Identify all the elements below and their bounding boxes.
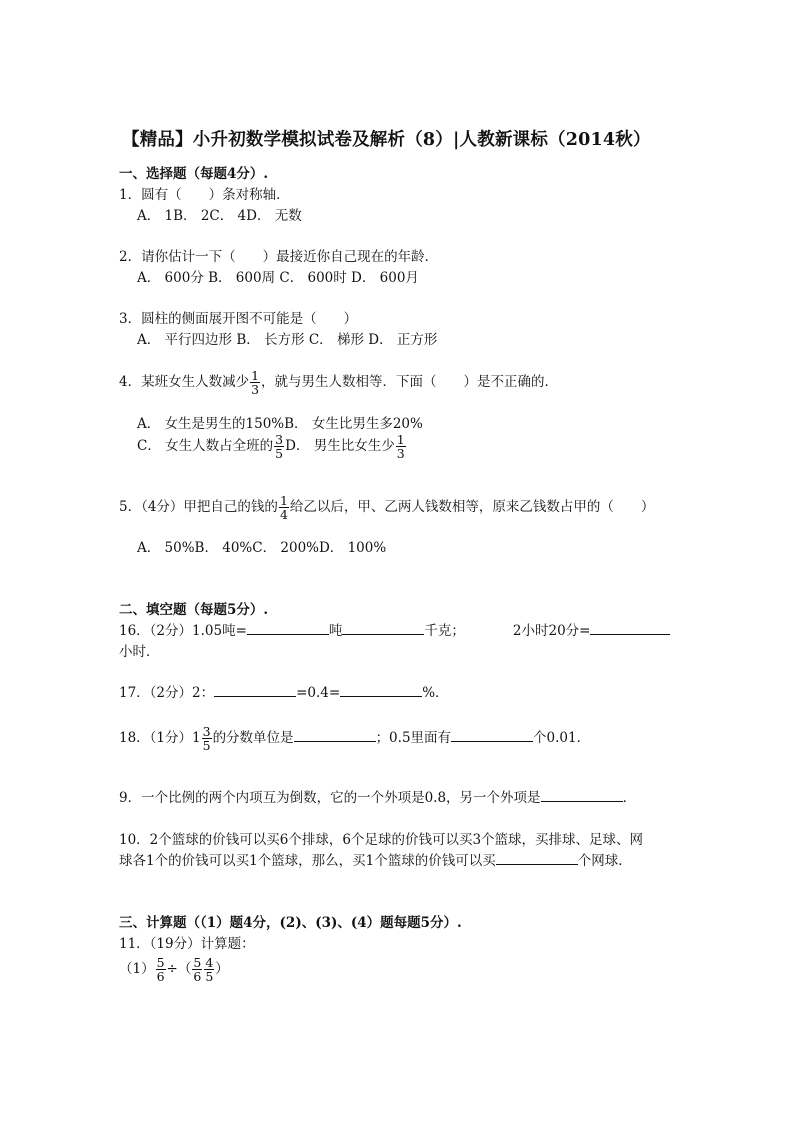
answer-blank[interactable]	[214, 684, 296, 697]
answer-blank[interactable]	[340, 684, 422, 697]
question-16-tail: 小时．	[119, 644, 160, 660]
answer-blank[interactable]	[247, 622, 329, 635]
question-3-options: A． 平行四边形 B． 长方形 C． 梯形 D． 正方形	[137, 332, 438, 348]
option-c-text: C． 女生人数占全班的	[137, 438, 274, 455]
question-4-stem-text-2: ，就与男生人数相等．下面（ ）是不正确的．	[261, 374, 559, 391]
section-heading-calc: 三、计算题（（1）题4分，(2)、(3)、(4）题每题5分）.	[119, 915, 462, 931]
option-d-text: D． 男生比女生少	[285, 438, 395, 455]
fraction-one-third-d: $\frac{1}{3}$	[396, 432, 405, 462]
answer-blank[interactable]	[451, 729, 533, 742]
question-11-part-1: （1） $\frac{5}{6}$ ÷（ $\frac{5}{6}$ $\frac{4}{5}$ ）	[119, 955, 229, 985]
fraction-one-fourth: $\frac{1}{4}$	[279, 493, 288, 523]
question-2-options: A． 600分 B． 600周 C． 600时 D． 600月	[137, 270, 419, 286]
answer-blank[interactable]	[342, 622, 424, 635]
fraction-three-fifths: $\frac{3}{5}$	[275, 432, 284, 462]
question-10-line-1: 10．2个篮球的价钱可以买6个排球，6个足球的价钱可以买3个篮球，买排球、足球、网	[119, 832, 644, 848]
fraction-five-sixths: $\frac{5}{6}$	[156, 955, 165, 985]
section-heading-fill: 二、填空题（每题5分）.	[119, 602, 269, 618]
question-1-options: A． 1B． 2C． 4D． 无数	[137, 208, 302, 224]
question-5-options: A． 50%B． 40%C． 200%D． 100%	[137, 540, 387, 556]
question-4-stem-text: 4．某班女生人数减少	[119, 374, 250, 391]
fraction-three-fifths-mixed: $\frac{3}{5}$	[202, 724, 211, 754]
page-title: 【精品】小升初数学模拟试卷及解析（8）|人教新课标（2014秋）	[122, 130, 651, 150]
question-5-stem-text-2: 给乙以后，甲、乙两人钱数相等，原来乙钱数占甲的（ ）	[289, 499, 655, 516]
question-18: 18．（1分）1 $\frac{3}{5}$ 的分数单位是 ；0.5里面有 个0.01．	[119, 724, 591, 754]
question-17: 17．（2分）2： =0.4= %．	[119, 685, 449, 701]
question-4-options-ab: A． 女生是男生的150%B． 女生比男生多20%	[137, 416, 423, 432]
question-3-stem: 3．圆柱的侧面展开图不可能是（ ）	[119, 311, 358, 327]
question-2-stem: 2．请你估计一下（ ）最接近你自己现在的年龄．	[119, 249, 439, 265]
answer-blank[interactable]	[590, 622, 670, 635]
question-4-stem	[119, 369, 558, 396]
question-10-line-2: 球各1个的价钱可以买1个篮球，那么，买1个篮球的价钱可以买 个网球．	[119, 853, 632, 869]
answer-blank[interactable]	[541, 789, 623, 802]
answer-blank[interactable]	[294, 729, 376, 742]
question-9: 9．一个比例的两个内项互为倒数，它的一个外项是0.8，另一个外项是 ．	[119, 790, 637, 806]
fraction-five-sixths-2: $\frac{5}{6}$	[193, 955, 202, 985]
question-16: 16．（2分）1.05吨= 吨 千克； 2小时20分=	[119, 619, 670, 639]
fraction-four-fifths: $\frac{4}{5}$	[205, 955, 214, 985]
question-5-stem-text: 5．（4分）甲把自己的钱的	[119, 499, 278, 516]
section-heading-choice: 一、选择题（每题4分）.	[119, 166, 269, 182]
question-11-stem: 11．（19分）计算题：	[119, 936, 255, 952]
question-1-stem: 1．圆有（ ）条对称轴．	[119, 187, 290, 203]
fraction-one-third: $\frac{1}{3}$	[251, 368, 260, 398]
question-5-stem	[119, 494, 654, 521]
question-4-options-cd	[137, 433, 407, 460]
answer-blank[interactable]	[496, 852, 578, 865]
